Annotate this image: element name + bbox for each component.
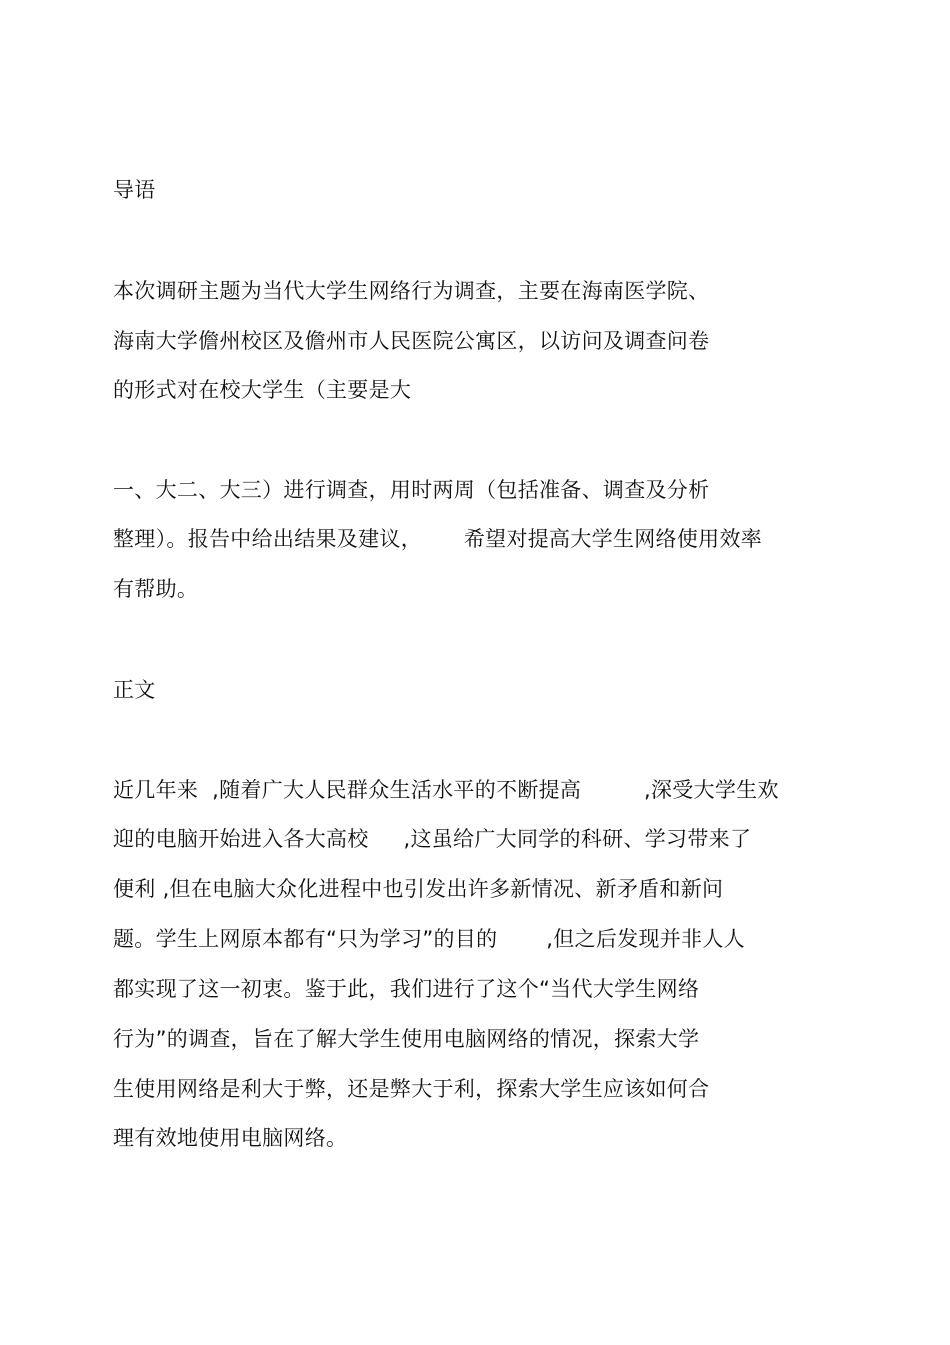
intro-line-5: 整理）。报告中给出结果及建议， 希望对提高大学生网络使用效率 [113, 527, 763, 551]
body-line-5: 都实现了这一初衷。鉴于此，我们进行了这个“当代大学生网络 [113, 977, 700, 1001]
body-heading: 正文 [113, 678, 156, 702]
body-line-6: 行为”的调查，旨在了解大学生使用电脑网络的情况，探索大学 [113, 1027, 700, 1051]
body-line-2: 迎的电脑开始进入各大高校 ,这虽给广大同学的科研、学习带来了 [113, 827, 752, 851]
body-line-3: 便利 ,但在电脑大众化进程中也引发出许多新情况、新矛盾和新问 [113, 877, 724, 901]
intro-line-3: 的形式对在校大学生（主要是大 [113, 378, 412, 402]
intro-line-4: 一、大二、大三）进行调查，用时两周（包括准备、调查及分析 [113, 478, 710, 502]
intro-heading: 导语 [113, 178, 156, 202]
body-line-7: 生使用网络是利大于弊，还是弊大于利，探索大学生应该如何合 [113, 1077, 710, 1101]
body-line-8: 理有效地使用电脑网络。 [113, 1126, 348, 1150]
body-line-1: 近几年来 ,随着广大人民群众生活水平的不断提高 ,深受大学生欢 [113, 778, 779, 802]
intro-line-6: 有帮助。 [113, 577, 199, 601]
intro-line-2: 海南大学儋州校区及儋州市人民医院公寓区，以访问及调查问卷 [113, 329, 710, 353]
body-line-4: 题。学生上网原本都有“只为学习”的目的 ,但之后发现并非人人 [113, 927, 745, 951]
intro-line-1: 本次调研主题为当代大学生网络行为调查，主要在海南医学院、 [113, 279, 710, 303]
